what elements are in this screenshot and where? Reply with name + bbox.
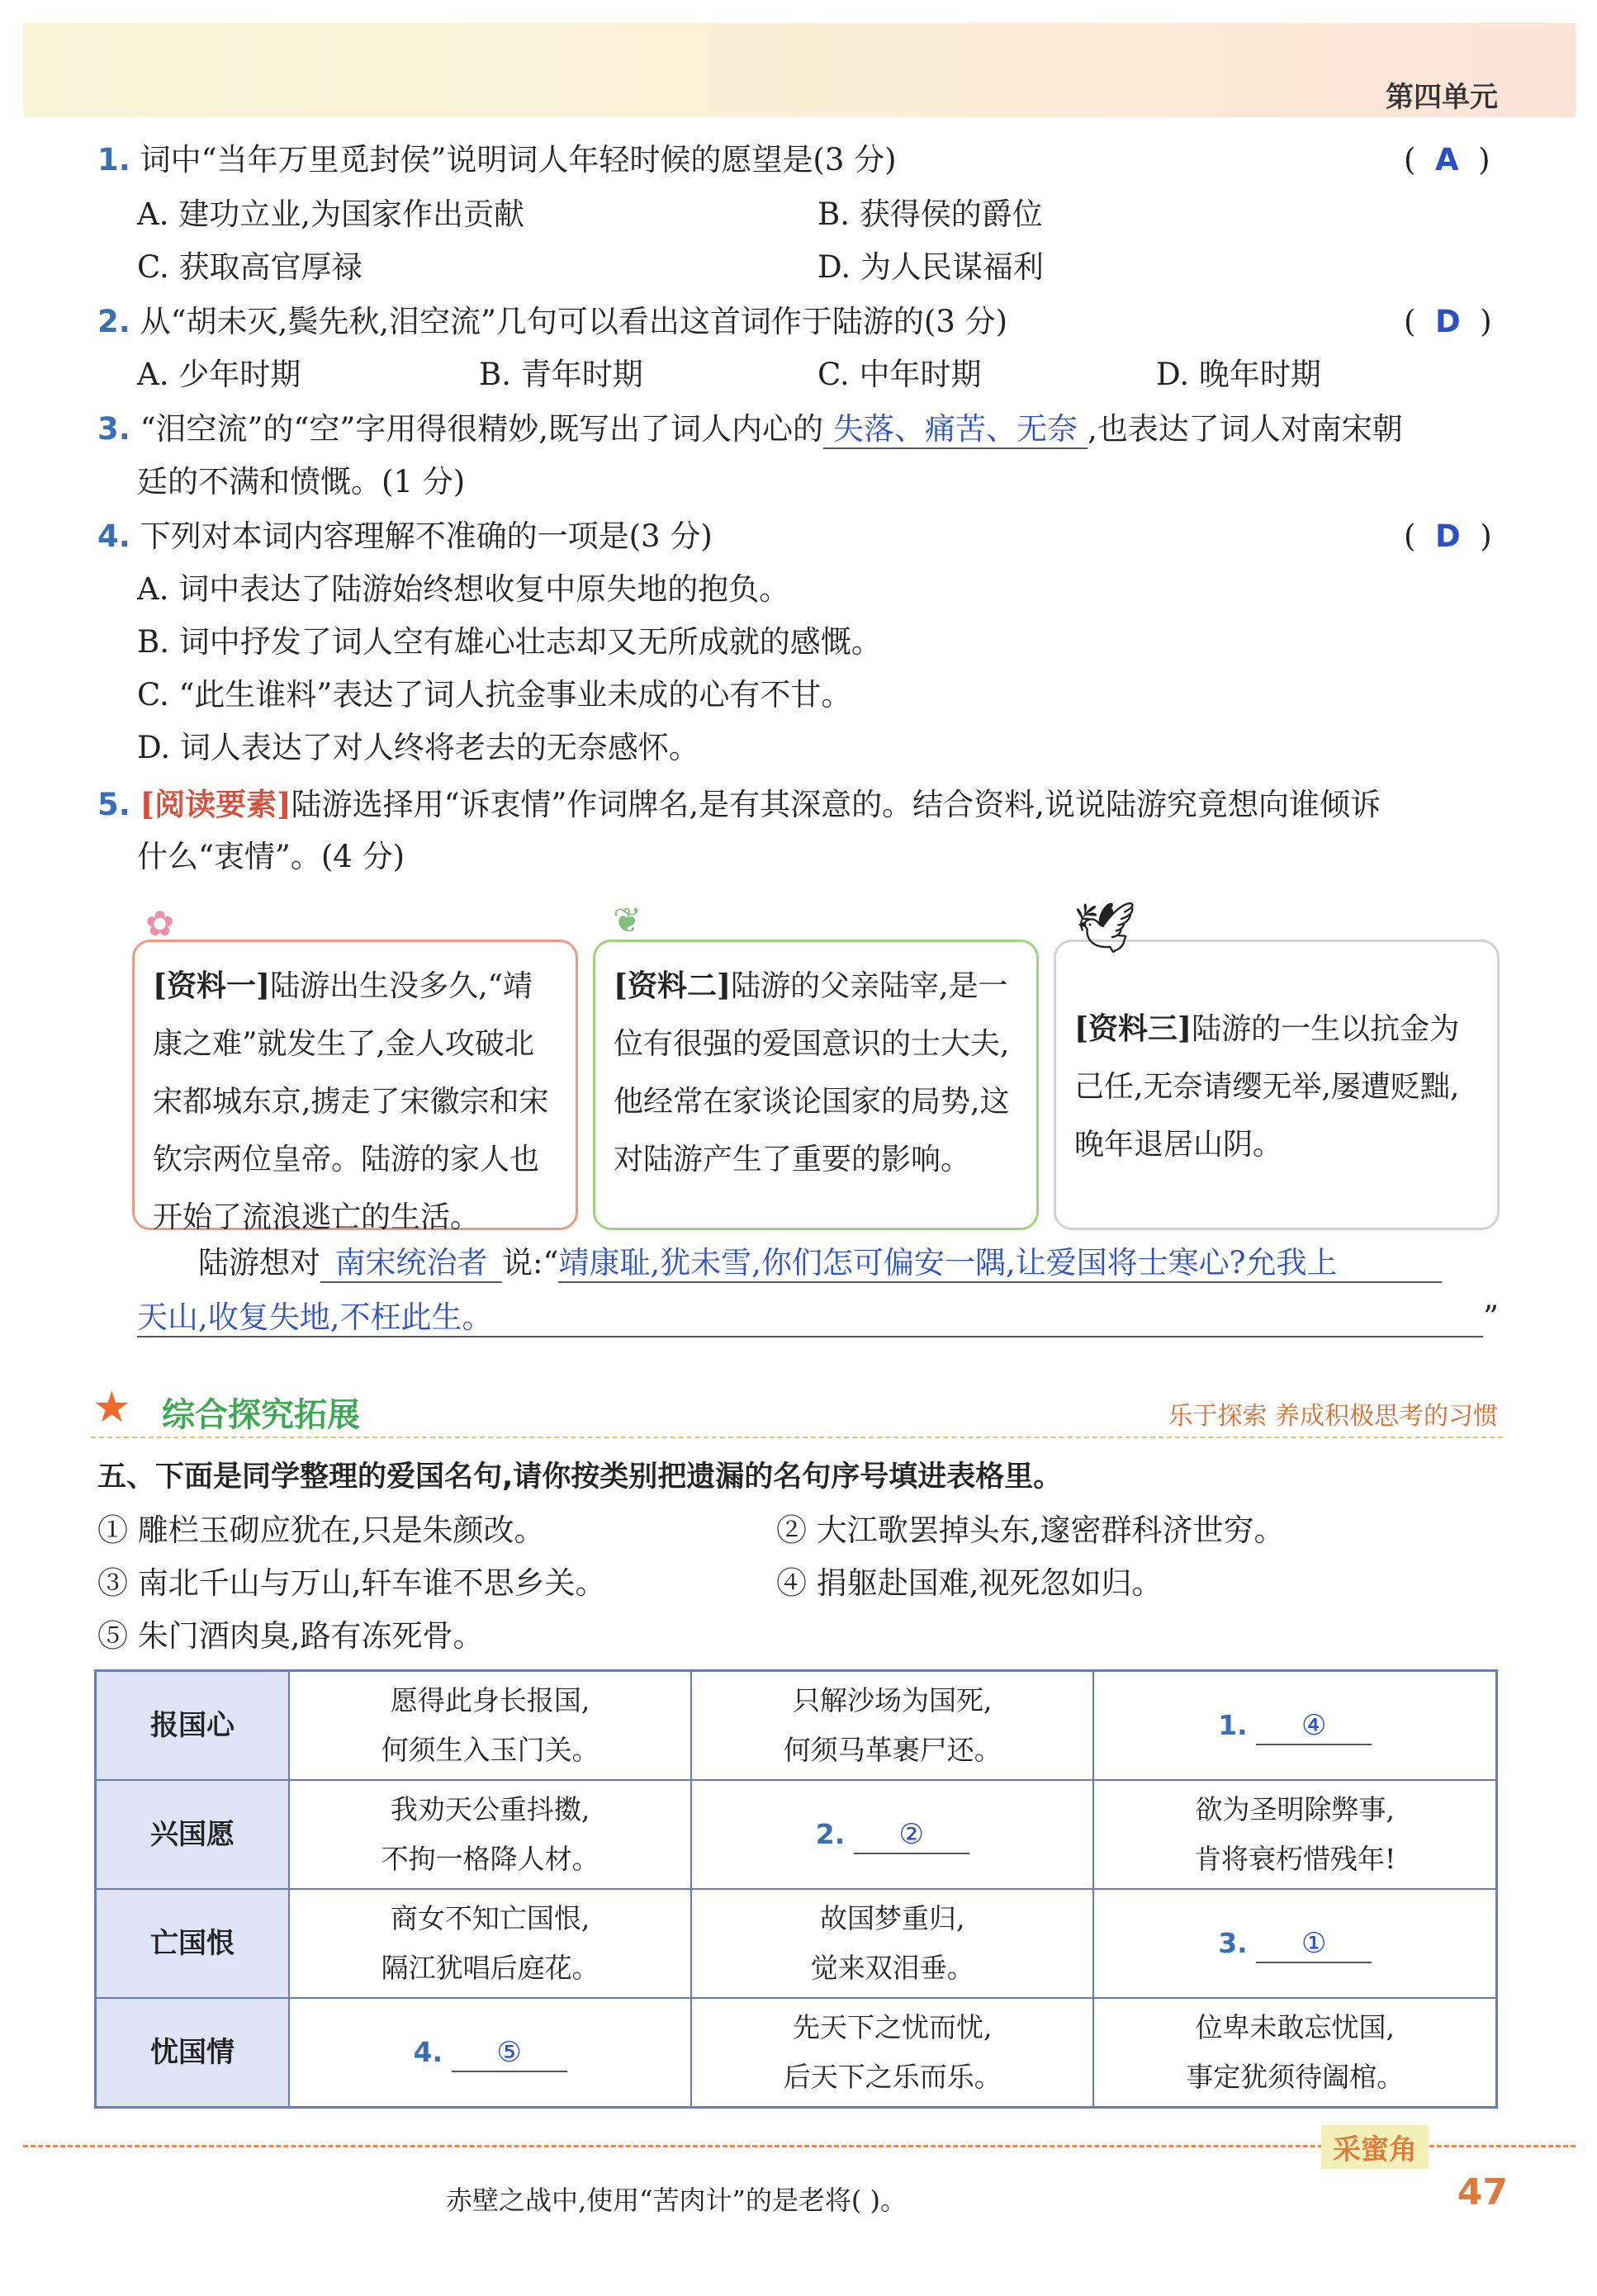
table-cell: [289, 1998, 691, 2108]
q1-answer-bracket: ( A ): [1404, 142, 1490, 178]
q3-number: 3.: [97, 411, 130, 447]
answer-blank[interactable]: ⑤: [452, 2034, 567, 2072]
q3-line2: 廷的不满和愤慨。(1 分): [137, 464, 466, 499]
table-cell: [1093, 1671, 1496, 1781]
table-row: [96, 1998, 1497, 2108]
table-cell: [691, 1889, 1093, 1998]
blank-number: 3.: [1218, 1927, 1248, 1959]
material-2-title: [资料二]: [614, 968, 732, 1003]
cell-line: 我劝天公重抖擞,: [390, 1793, 590, 1825]
q5-answer-mid: 说:“: [502, 1245, 559, 1281]
cell-line: 先天下之忧而忧,: [793, 2011, 993, 2043]
q1-option-c: C. 获取高官厚禄: [137, 249, 363, 285]
cell-line: 觉来双泪垂。: [810, 1952, 974, 1984]
q5-answer-close: ”: [1483, 1299, 1499, 1335]
star-icon: ★: [92, 1383, 131, 1432]
q4-answer: D: [1434, 518, 1461, 554]
answer-blank[interactable]: ①: [1256, 1925, 1372, 1963]
q4-answer-bracket: ( D ): [1404, 518, 1492, 554]
q2-option-c: C. 中年时期: [817, 357, 982, 392]
blank-number: 1.: [1218, 1709, 1248, 1741]
cell-line: 何须生入玉门关。: [381, 1734, 599, 1766]
table-cell: [691, 1998, 1093, 2108]
blank-number: 2.: [815, 1818, 846, 1850]
flower-icon: ✿: [145, 903, 175, 944]
q5-text: 陆游选择用“诉衷情”作词牌名,是有其深意的。结合资料,说说陆游究竟想向谁倾诉: [291, 787, 1381, 822]
cell-line: 商女不知亡国恨,: [390, 1902, 590, 1934]
q4-option-a: A. 词中表达了陆游始终想收复中原失地的抱负。: [137, 571, 790, 607]
q1-option-a: A. 建功立业,为国家作出贡献: [137, 196, 525, 232]
q1-option-b: B. 获得侯的爵位: [817, 196, 1043, 232]
table-cell: [1093, 1998, 1496, 2108]
table-cell: [289, 1889, 691, 1998]
header-band: [23, 23, 1576, 117]
cell-line: 位卑未敢忘忧国,: [1195, 2011, 1395, 2043]
patriotic-quotes-table: [94, 1669, 1498, 2109]
cell-line: 隔江犹唱后庭花。: [381, 1952, 599, 1984]
question-5: [97, 786, 1381, 823]
corner-label: 采蜜角: [1321, 2125, 1429, 2169]
material-box-1: [132, 940, 578, 1234]
table-cell: [289, 1671, 691, 1781]
row-label: 兴国愿: [96, 1780, 290, 1889]
q1-number: 1.: [97, 142, 130, 178]
page-number: 47: [1457, 2171, 1508, 2213]
swallow-icon: 🕊: [1073, 899, 1137, 957]
q2-option-b: B. 青年时期: [479, 357, 643, 392]
question-1: [97, 142, 897, 178]
q5-tag: [阅读要素]: [140, 786, 291, 822]
material-2-text: 陆游的父亲陆宰,是一位有很强的爱国意识的士大夫,他经常在家谈论国家的局势,这对陆游产生了重要的影响。: [614, 969, 1010, 1176]
material-3-text: 陆游的一生以抗金为己任,无奈请缨无举,屡遭贬黜,晚年退居山阴。: [1074, 1012, 1460, 1162]
material-box-2: [593, 940, 1039, 1230]
q4-number: 4.: [97, 518, 130, 554]
table-cell: [289, 1780, 691, 1889]
q-five-item-1: ① 雕栏玉砌应犹在,只是朱颜改。: [97, 1513, 545, 1548]
q2-answer: D: [1434, 304, 1461, 339]
q1-option-d: D. 为人民谋福利: [817, 249, 1044, 285]
row-label: 忧国情: [96, 1998, 290, 2108]
q3-text-pre: “泪空流”的“空”字用得很精妙,既写出了词人内心的: [140, 411, 824, 447]
q5-answer-pre: 陆游想对: [198, 1245, 320, 1281]
q-five-item-3: ③ 南北千山与万山,轩车谁不思乡关。: [97, 1565, 606, 1601]
unit-title: 第四单元: [1386, 81, 1498, 114]
q5-line2: 什么“衷情”。(4 分): [137, 839, 405, 874]
cell-line: 后天下之乐而乐。: [783, 2061, 1002, 2093]
material-1-title: [资料一]: [153, 968, 271, 1003]
q-five-item-5: ⑤ 朱门酒肉臭,路有冻死骨。: [97, 1618, 484, 1654]
q5-answer-who[interactable]: 南宋统治者: [320, 1245, 502, 1283]
table-cell: [691, 1671, 1093, 1781]
q2-text: 从“胡未灭,鬓先秋,泪空流”几句可以看出这首词作于陆游的(3 分): [140, 304, 1008, 339]
table-row: [96, 1780, 1497, 1889]
blank-number: 4.: [413, 2036, 443, 2068]
row-label: 报国心: [96, 1671, 290, 1781]
material-3-title: [资料三]: [1074, 1011, 1192, 1046]
section-title: 综合探究拓展: [162, 1396, 360, 1434]
q2-number: 2.: [97, 304, 130, 339]
q5-answer-line1: [198, 1245, 1442, 1283]
q-five-item-2: ② 大江歌罢掉头东,邃密群科济世穷。: [776, 1513, 1285, 1548]
cell-line: 事定犹须待阖棺。: [1186, 2061, 1405, 2093]
cell-line: 欲为圣明除弊事,: [1195, 1793, 1395, 1825]
q4-text: 下列对本词内容理解不准确的一项是(3 分): [140, 518, 713, 554]
q2-option-d: D. 晚年时期: [1156, 357, 1321, 392]
cell-line: 愿得此身长报国,: [390, 1684, 590, 1716]
q2-answer-bracket: ( D ): [1404, 304, 1492, 339]
table-row: [96, 1671, 1497, 1781]
cell-line: 肯将衰朽惜残年!: [1194, 1843, 1396, 1875]
question-2: [97, 304, 1007, 340]
q3-text-post: ,也表达了词人对南宋朝: [1088, 411, 1403, 447]
row-label: 亡国恨: [96, 1889, 290, 1998]
table-cell: [691, 1780, 1093, 1889]
q4-option-d: D. 词人表达了对人终将老去的无奈感怀。: [137, 730, 699, 765]
cell-line: 何须马革裹尸还。: [783, 1734, 1002, 1766]
q4-option-c: C. “此生谁料”表达了词人抗金事业未成的心有不甘。: [137, 677, 852, 712]
q5-answer-text1[interactable]: 靖康耻,犹未雪,你们怎可偏安一隅,让爱国将士寒心?允我上: [558, 1245, 1442, 1283]
material-1-text: 陆游出生没多久,“靖康之难”就发生了,金人攻破北宋都城东京,掳走了宋徽宗和宋钦宗两位皇帝。陆游的家人也开始了流浪逃亡的生活。: [153, 969, 549, 1234]
section-divider: [91, 1437, 1503, 1438]
q4-option-b: B. 词中抒发了词人空有雄心壮志却又无所成就的感慨。: [137, 624, 882, 660]
answer-blank[interactable]: ②: [854, 1816, 969, 1854]
leaf-icon: ❦: [613, 900, 642, 940]
cell-line: 只解沙场为国死,: [793, 1684, 993, 1716]
cell-line: 故国梦重归,: [820, 1902, 965, 1934]
q1-text: 词中“当年万里觅封侯”说明词人年轻时候的愿望是(3 分): [140, 142, 897, 178]
question-3: [97, 411, 1403, 449]
q-five-text: 五、下面是同学整理的爱国名句,请你按类别把遗漏的名句序号填进表格里。: [97, 1460, 1063, 1494]
material-box-3: [1054, 940, 1500, 1230]
q5-number: 5.: [97, 787, 130, 822]
q-five-item-4: ④ 捐躯赴国难,视死忽如归。: [776, 1565, 1163, 1601]
q3-answer-blank[interactable]: 失落、痛苦、无奈: [823, 411, 1088, 449]
table-row: [96, 1889, 1497, 1998]
q5-answer-text2[interactable]: 天山,收复失地,不枉此生。: [137, 1299, 1483, 1337]
trivia-question: 赤壁之战中,使用“苦肉计”的是老将( )。: [446, 2185, 907, 2216]
q1-answer: A: [1434, 142, 1459, 178]
section-motto: 乐于探索 养成积极思考的习惯: [1168, 1402, 1498, 1431]
q5-answer-line2: [137, 1299, 1499, 1337]
q2-option-a: A. 少年时期: [137, 357, 301, 392]
question-4: [97, 518, 713, 555]
answer-blank[interactable]: ④: [1256, 1707, 1372, 1745]
table-cell: [1093, 1889, 1496, 1998]
cell-line: 不拘一格降人材。: [381, 1843, 599, 1875]
table-cell: [1093, 1780, 1496, 1889]
